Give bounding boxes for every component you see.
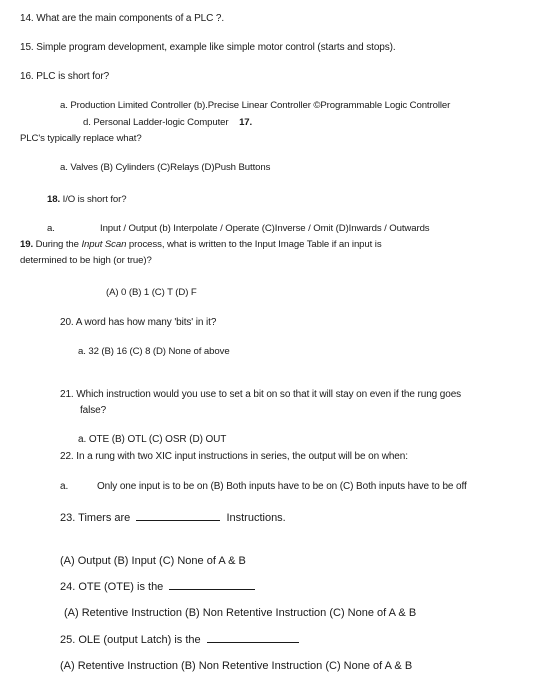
question-20-options: a. 32 (B) 16 (C) 8 (D) None of above [78,346,230,357]
question-16-option-d [83,116,252,129]
question-25-blank [207,633,299,643]
question-19 [20,238,382,251]
question-21-options: a. OTE (B) OTL (C) OSR (D) OUT [78,434,227,445]
question-20: 20. A word has how many 'bits' in it? [60,317,217,328]
question-19-line-2: determined to be high (or true)? [20,255,152,266]
question-16: 16. PLC is short for? [20,71,110,82]
question-19-post: process, what is written to the Input Image Table if an input is [128,239,382,250]
question-22-options: Only one input is to be on (B) Both inputs have to be on (C) Both inputs have to be off [97,481,467,492]
question-19-options: (A) 0 (B) 1 (C) T (D) F [106,287,197,298]
question-19-pre: During the [35,239,79,250]
question-14: 14. What are the main components of a PLC ?. [20,13,225,24]
question-23 [60,511,286,525]
question-19-number: 19. [20,239,34,250]
question-18-letter: a. [47,223,55,234]
question-21-line-1: 21. Which instruction would you use to set a bit on so that it will stay on even if the rung goes [60,389,462,400]
question-18-text: I/O is short for? [62,194,127,205]
question-24-options: (A) Retentive Instruction (B) Non Retentive Instruction (C) None of A & B [64,607,417,619]
question-15: 15. Simple program development, example like simple motor control (starts and stops). [20,42,396,53]
question-23-blank [136,511,220,521]
question-23-pre: 23. Timers are [60,512,131,524]
question-24-pre: 24. OTE (OTE) is the [60,581,164,593]
question-24-blank [169,580,255,590]
question-16-options: a. Production Limited Controller (b).Precise Linear Controller ©Programmable Logic Controller [60,100,451,111]
question-17-options: a. Valves (B) Cylinders (C)Relays (D)Push Buttons [60,162,271,173]
question-23-post: Instructions. [226,512,286,524]
question-22-letter: a. [60,481,69,492]
question-21-line-2: false? [80,405,107,416]
question-18-number: 18. [47,194,61,205]
question-25 [60,633,302,647]
question-17-number: 17. [239,117,253,128]
question-24 [60,580,258,594]
question-17: PLC's typically replace what? [20,133,142,144]
question-18-options: Input / Output (b) Interpolate / Operate (C)Inverse / Omit (D)Inwards / Outwards [100,223,430,234]
question-25-pre: 25. OLE (output Latch) is the [60,634,201,646]
question-19-italic: Input Scan [81,239,127,250]
question-16-option-d-text: d. Personal Ladder-logic Computer [83,117,229,128]
question-23-options: (A) Output (B) Input (C) None of A & B [60,555,246,567]
question-18 [47,193,127,206]
question-22: 22. In a rung with two XIC input instructions in series, the output will be on when: [60,451,408,462]
question-25-options: (A) Retentive Instruction (B) Non Retentive Instruction (C) None of A & B [60,660,413,672]
